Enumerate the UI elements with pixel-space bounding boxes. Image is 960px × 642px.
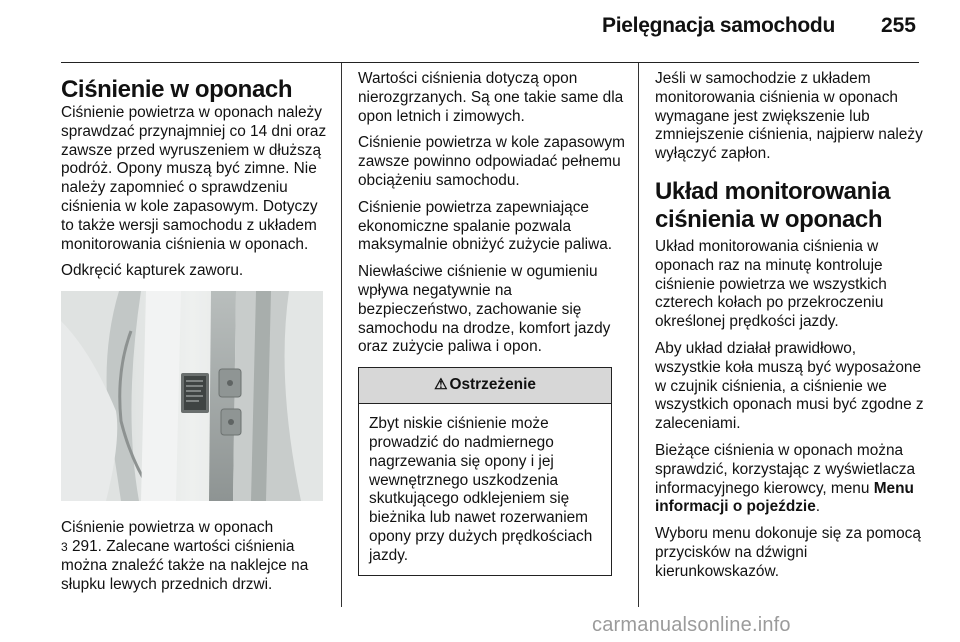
caption-text-start: Ciśnienie powietrza w oponach	[61, 519, 274, 537]
column-divider-left	[341, 63, 342, 607]
paragraph-spare-wheel: Ciśnienie powietrza w kole zapasowym zawsze powinno odpowiadać pełnemu obciążeniu samochodu.	[358, 134, 625, 189]
section-heading-tire-pressure: Ciśnienie w oponach	[61, 76, 293, 103]
warning-header	[359, 368, 611, 404]
page-header-title: Pielęgnacja samochodu	[602, 14, 835, 37]
warning-text: Zbyt niskie ciśnienie może prowadzić do nadmiernego nagrzewania się opony i jej wewnętrznego uszkodzenia skutkującego odklejeniem się bieżnika lub nawet rozerwaniem opony przy dużych prędkościach jazdy.	[369, 415, 593, 564]
photo-caption	[61, 519, 331, 594]
paragraph-check-pressure: Ciśnienie powietrza w oponach należy sprawdzać przynajmniej co 14 dni oraz zawsze przed wyruszeniem w dłuższą podróż. Opony muszą być zimne. Nie należy zapomnieć o sprawdzeniu ciśnienia w kole zapasowym. Dotyczy to także wersji samochodu z układem monitorowania ciśnienia w oponach.	[61, 104, 327, 253]
vehicle-info-menu-label: Menu informacji o pojeździe	[655, 479, 914, 516]
paragraph-sensors: Aby układ działał prawidłowo, wszystkie koła muszą być wyposażone w czujnik ciśnienia, a ciśnienie we wszystkich oponach musi być zgodne z zaleceniami.	[655, 339, 924, 433]
paragraph-adjust-pressure: Jeśli w samochodzie z układem monitorowania ciśnienia w oponach wymagane jest zwiększenie lub zmniejszenie ciśnienia, najpierw należy wyłączyć zapłon.	[655, 70, 923, 163]
warning-triangle-icon: ⚠	[434, 376, 448, 394]
page-reference-arrow-icon[interactable]: 3	[61, 539, 68, 554]
paragraph-driver-info-display	[655, 442, 925, 517]
p4-text-end: .	[815, 498, 821, 516]
paragraph-tpms-checks: Układ monitorowania ciśnienia w oponach raz na minutę kontroluje ciśnienie powietrza we wszystkich czterech kołach po przekroczeniu określonej prędkości jazdy.	[655, 237, 887, 331]
door-pillar-label-photo	[61, 291, 323, 501]
column-divider-right	[638, 63, 639, 607]
column-3	[655, 70, 925, 590]
column-2	[358, 70, 628, 576]
watermark: carmanualsonline.info	[592, 614, 791, 636]
page-number: 255	[880, 14, 916, 37]
column-1	[61, 76, 331, 602]
header-divider	[61, 62, 919, 63]
warning-box	[358, 367, 612, 575]
paragraph-economy: Ciśnienie powietrza zapewniające ekonomiczne spalanie pozwala maksymalnie obniżyć zużycie paliwa.	[358, 198, 613, 254]
section-heading-tpms: Układ monitorowania ciśnienia w oponach	[655, 177, 891, 233]
door-pillar-illustration	[61, 291, 323, 501]
caption-text-rest: 291. Zalecane wartości ciśnienia można znaleźć także na naklejce na słupku lewych przednich drzwi.	[61, 537, 309, 593]
paragraph-incorrect-pressure: Niewłaściwe ciśnienie w ogumieniu wpływa negatywnie na bezpieczeństwo, zachowanie się samochodu na drodze, komfort jazdy oraz zużycie paliwa i opon.	[358, 263, 611, 356]
warning-title: Ostrzeżenie	[449, 376, 536, 394]
paragraph-unscrew-cap: Odkręcić kapturek zaworu.	[61, 262, 244, 280]
paragraph-cold-tires: Wartości ciśnienia dotyczą opon nierozgrzanych. Są one takie same dla opon letnich i zimowych.	[358, 70, 624, 125]
paragraph-menu-selection: Wyboru menu dokonuje się za pomocą przycisków na dźwigni kierunkowskazów.	[655, 525, 921, 580]
p4-text-start: Bieżące ciśnienia w oponach można sprawdzić, korzystając z wyświetlacza informacyjnego kierowcy, menu	[655, 441, 916, 497]
